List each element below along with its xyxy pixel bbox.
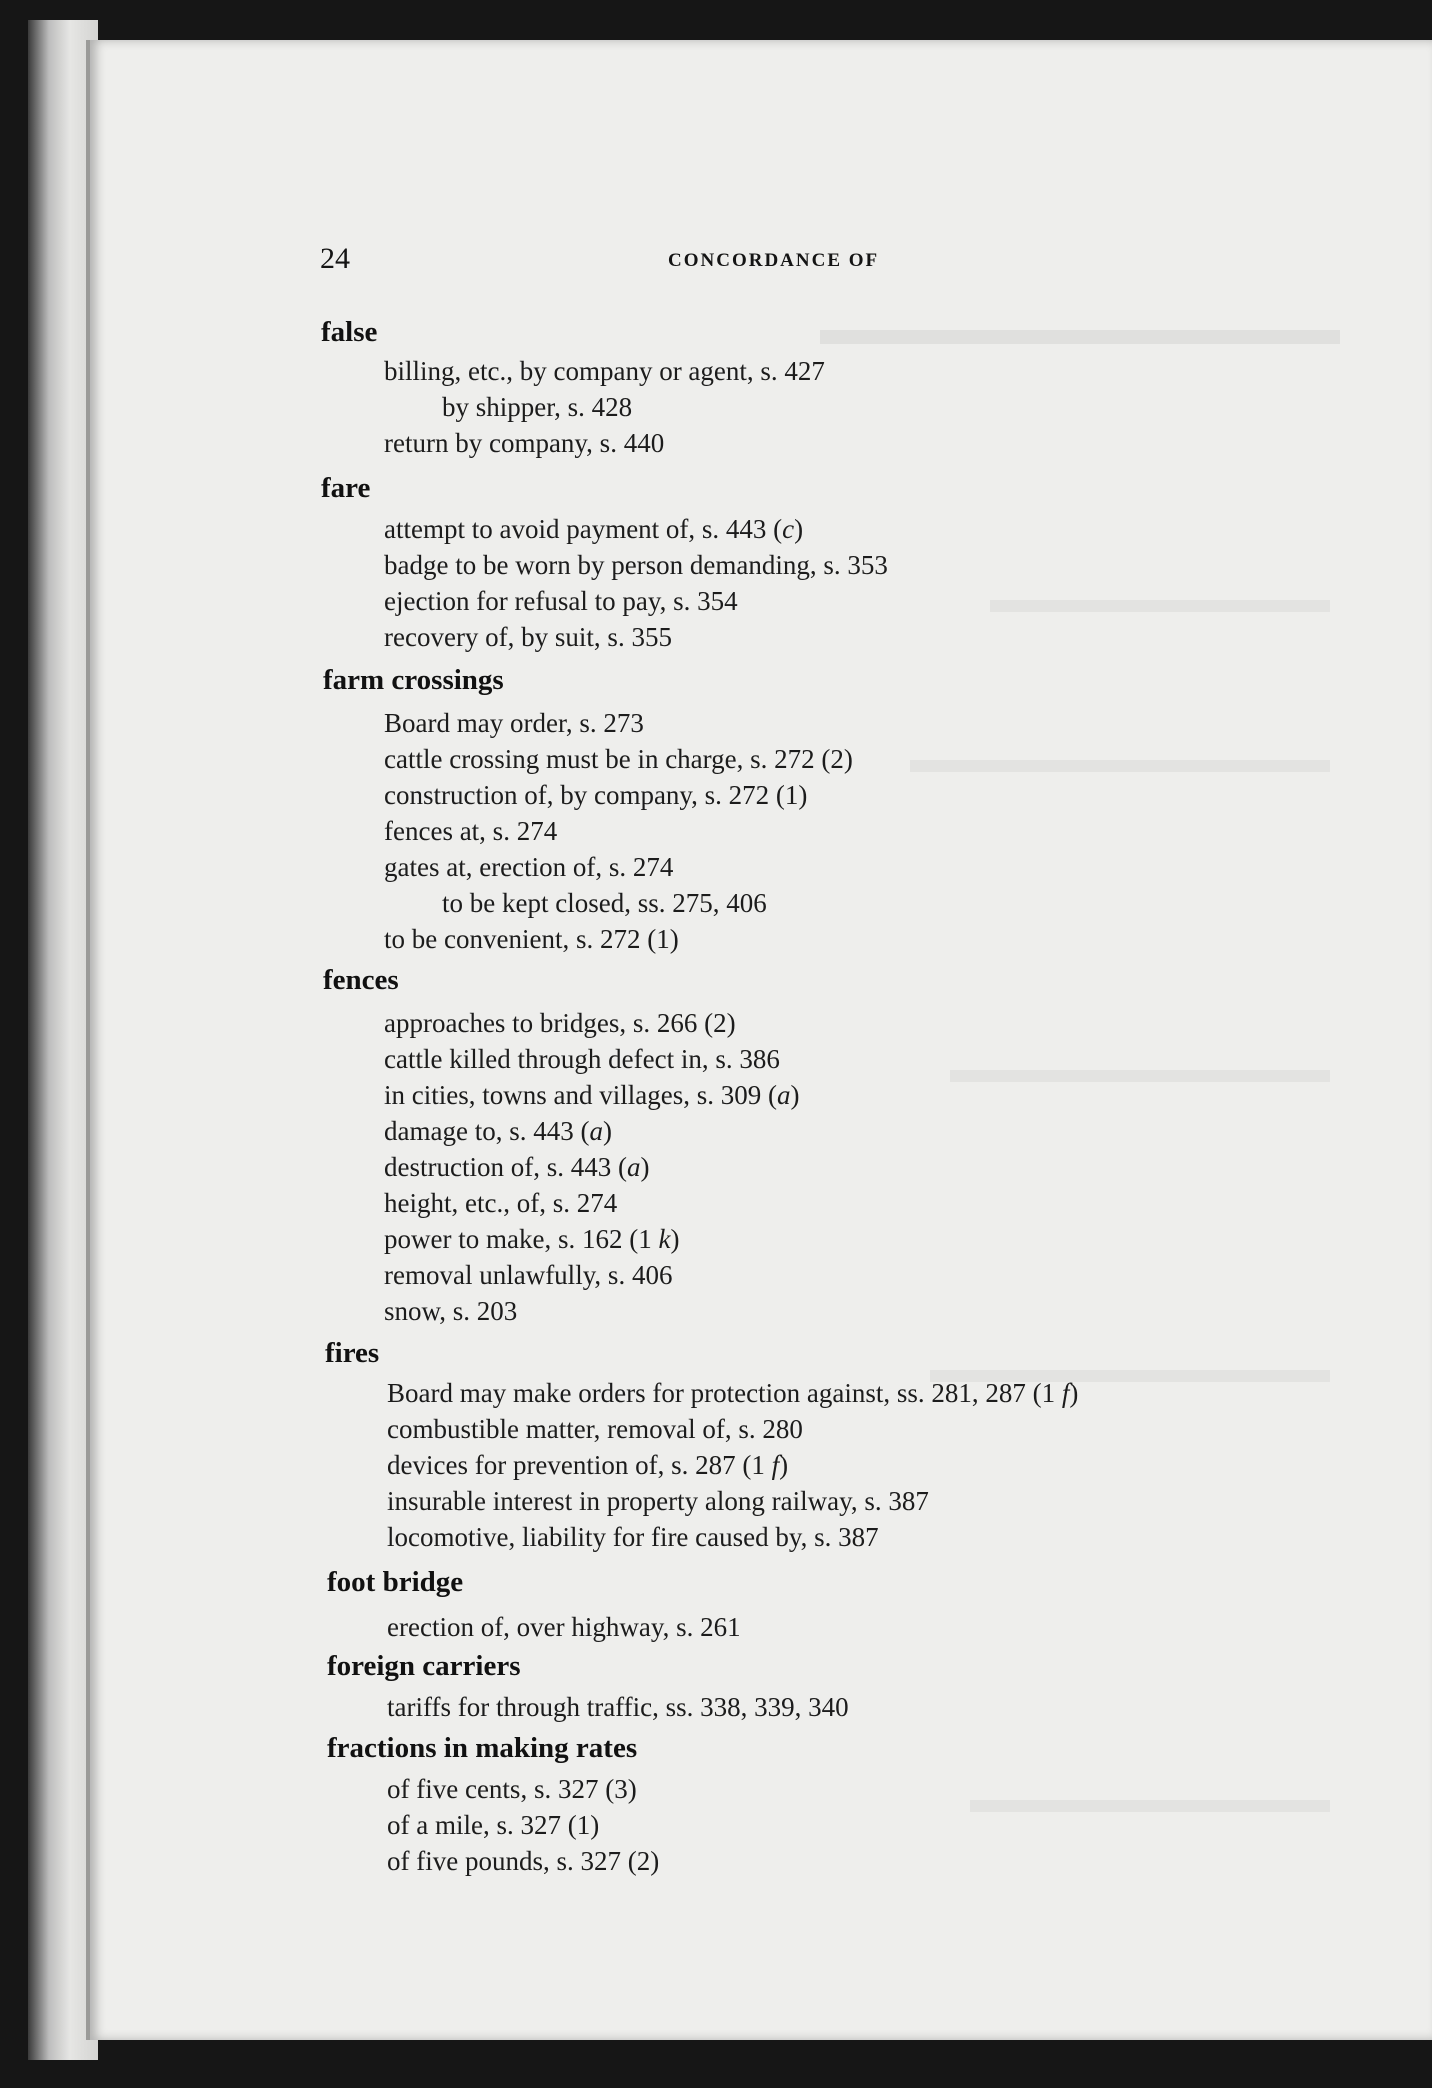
page-number: 24 — [320, 242, 350, 275]
index-subentry: by shipper, s. 428 — [442, 392, 633, 422]
index-subentry: badge to be worn by person demanding, s. 353 — [384, 550, 888, 580]
index-subentry: damage to, s. 443 (a) — [384, 1116, 612, 1146]
index-subentry: Board may order, s. 273 — [384, 708, 644, 738]
index-subentry: removal unlawfully, s. 406 — [384, 1260, 673, 1290]
index-subentry: locomotive, liability for fire caused by, s. 387 — [387, 1522, 879, 1552]
index-term: foot bridge — [327, 1566, 464, 1598]
index-term: fires — [325, 1337, 380, 1369]
index-subentry: of a mile, s. 327 (1) — [387, 1810, 600, 1840]
index-subentry: erection of, over highway, s. 261 — [387, 1612, 741, 1642]
index-term: fences — [323, 964, 399, 996]
index-subentry: fences at, s. 274 — [384, 816, 558, 846]
index-subentry: construction of, by company, s. 272 (1) — [384, 780, 808, 810]
index-subentry: cattle crossing must be in charge, s. 272 (2) — [384, 744, 853, 774]
index-term: false — [321, 316, 378, 348]
index-subentry: in cities, towns and villages, s. 309 (a) — [384, 1080, 800, 1110]
index-subentry: devices for prevention of, s. 287 (1 f) — [387, 1450, 789, 1480]
running-title: CONCORDANCE OF — [668, 250, 880, 271]
index-subentry: billing, etc., by company or agent, s. 427 — [384, 356, 825, 386]
running-head — [0, 242, 1432, 282]
index-subentry: approaches to bridges, s. 266 (2) — [384, 1008, 736, 1038]
index-subentry: of five pounds, s. 327 (2) — [387, 1846, 660, 1876]
index-subentry: to be kept closed, ss. 275, 406 — [442, 888, 767, 918]
index-subentry: insurable interest in property along railway, s. 387 — [387, 1486, 929, 1516]
index-subentry: recovery of, by suit, s. 355 — [384, 622, 672, 652]
index-subentry: combustible matter, removal of, s. 280 — [387, 1414, 803, 1444]
index-term: foreign carriers — [327, 1650, 521, 1682]
index-term: farm crossings — [323, 664, 504, 696]
index-term: fare — [321, 472, 371, 504]
index-subentry: Board may make orders for protection against, ss. 281, 287 (1 f) — [387, 1378, 1079, 1408]
index-subentry: destruction of, s. 443 (a) — [384, 1152, 650, 1182]
index-subentry: of five cents, s. 327 (3) — [387, 1774, 637, 1804]
index-subentry: return by company, s. 440 — [384, 428, 665, 458]
index-subentry: height, etc., of, s. 274 — [384, 1188, 618, 1218]
index-subentry: ejection for refusal to pay, s. 354 — [384, 586, 738, 616]
book-page — [90, 40, 1432, 2040]
index-subentry: power to make, s. 162 (1 k) — [384, 1224, 680, 1254]
index-term: fractions in making rates — [327, 1732, 638, 1764]
index-subentry: gates at, erection of, s. 274 — [384, 852, 674, 882]
index-subentry: to be convenient, s. 272 (1) — [384, 924, 679, 954]
index-subentry: cattle killed through defect in, s. 386 — [384, 1044, 780, 1074]
index-subentry: tariffs for through traffic, ss. 338, 339, 340 — [387, 1692, 849, 1722]
index-subentry: attempt to avoid payment of, s. 443 (c) — [384, 514, 804, 544]
index-subentry: snow, s. 203 — [384, 1296, 518, 1326]
